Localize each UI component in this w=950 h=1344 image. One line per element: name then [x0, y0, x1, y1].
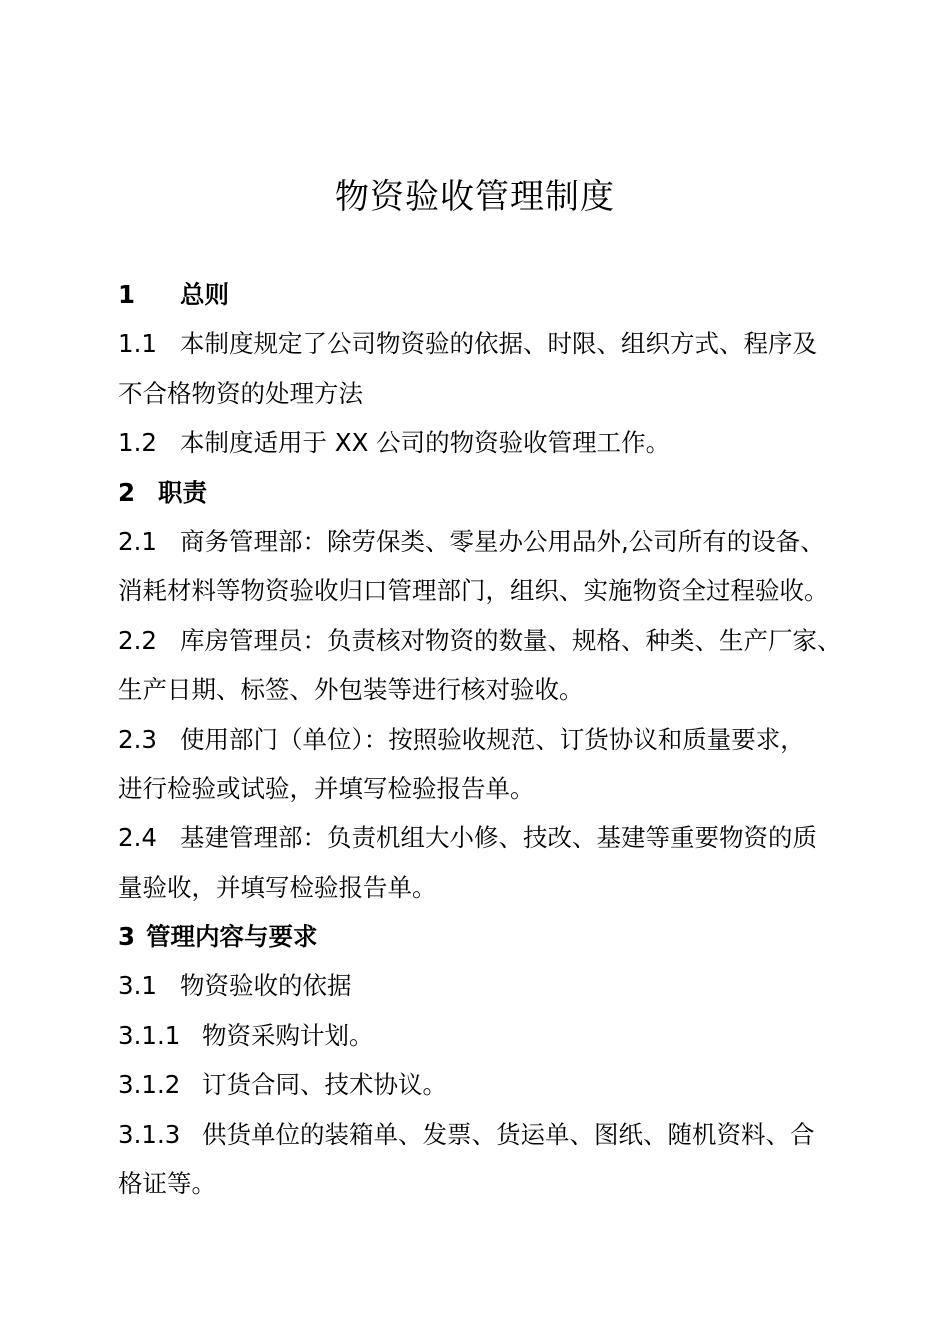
clause-text: 物资采购计划。	[202, 1020, 374, 1050]
paragraph-line	[118, 764, 842, 813]
section-number: 2	[118, 477, 136, 507]
paragraph-line	[118, 319, 842, 368]
section-title: 总则	[180, 280, 229, 309]
clause-text: 供货单位的装箱单、发票、货运单、图纸、随机资料、合	[202, 1119, 815, 1149]
clause-text-continued: 进行检验或试验，并填写检验报告单。	[118, 773, 535, 803]
page-title: 物资验收管理制度	[335, 177, 615, 217]
clause-number: 2.4	[118, 823, 157, 853]
paragraph-line	[118, 517, 842, 566]
paragraph-line	[118, 1159, 842, 1208]
clause-text-continued: 格证等。	[118, 1169, 216, 1199]
paragraph-line	[118, 863, 842, 912]
clause-text: 库房管理员：负责核对物资的数量、规格、种类、生产厂家、	[180, 625, 842, 655]
clause-number: 2.2	[118, 625, 157, 655]
clause-text: 订货合同、技术协议。	[202, 1070, 447, 1100]
section-title: 管理内容与要求	[146, 922, 318, 952]
clause-text-continued: 量验收，并填写检验报告单。	[118, 872, 437, 902]
clause-number: 1.2	[118, 428, 157, 458]
paragraph-line	[118, 1110, 842, 1159]
clause-number: 3.1.3	[118, 1119, 181, 1149]
section-heading-1	[118, 270, 842, 319]
clause-text-continued: 不合格物资的处理方法	[118, 378, 363, 408]
section-number: 3	[118, 922, 136, 952]
section-number: 1	[118, 280, 136, 309]
paragraph-line	[118, 961, 842, 1010]
clause-text-continued: 消耗材料等物资验收归口管理部门，组织、实施物资全过程验收。	[118, 576, 829, 606]
paragraph-line	[118, 813, 842, 862]
clause-number: 3.1	[118, 971, 157, 1001]
paragraph-line	[118, 715, 842, 764]
clause-text: 使用部门（单位）：按照验收规范、订货协议和质量要求，	[180, 724, 805, 754]
clause-number: 2.3	[118, 724, 157, 754]
paragraph-line	[118, 1060, 842, 1109]
section-title: 职责	[158, 477, 207, 507]
clause-text: 商务管理部：除劳保类、零星办公用品外,公司所有的设备、	[180, 526, 825, 556]
paragraph-line	[118, 418, 842, 467]
clause-text: 基建管理部：负责机组大小修、技改、基建等重要物资的质	[180, 823, 817, 853]
clause-text: 本制度适用于 XX 公司的物资验收管理工作。	[180, 428, 671, 458]
clause-number: 3.1.2	[118, 1070, 181, 1100]
paragraph-line	[118, 616, 842, 665]
clause-number: 2.1	[118, 526, 157, 556]
section-heading-3	[118, 912, 842, 961]
section-heading-2	[118, 468, 842, 517]
paragraph-line	[118, 566, 842, 615]
clause-text: 本制度规定了公司物资验的依据、时限、组织方式、程序及	[180, 329, 817, 359]
clause-number: 3.1.1	[118, 1020, 181, 1050]
document-body	[118, 270, 842, 1208]
paragraph-line	[118, 369, 842, 418]
clause-text-continued: 生产日期、标签、外包装等进行核对验收。	[118, 675, 584, 705]
clause-text: 物资验收的依据	[180, 971, 352, 1001]
paragraph-line	[118, 1011, 842, 1060]
paragraph-line	[118, 665, 842, 714]
clause-number: 1.1	[118, 329, 157, 359]
